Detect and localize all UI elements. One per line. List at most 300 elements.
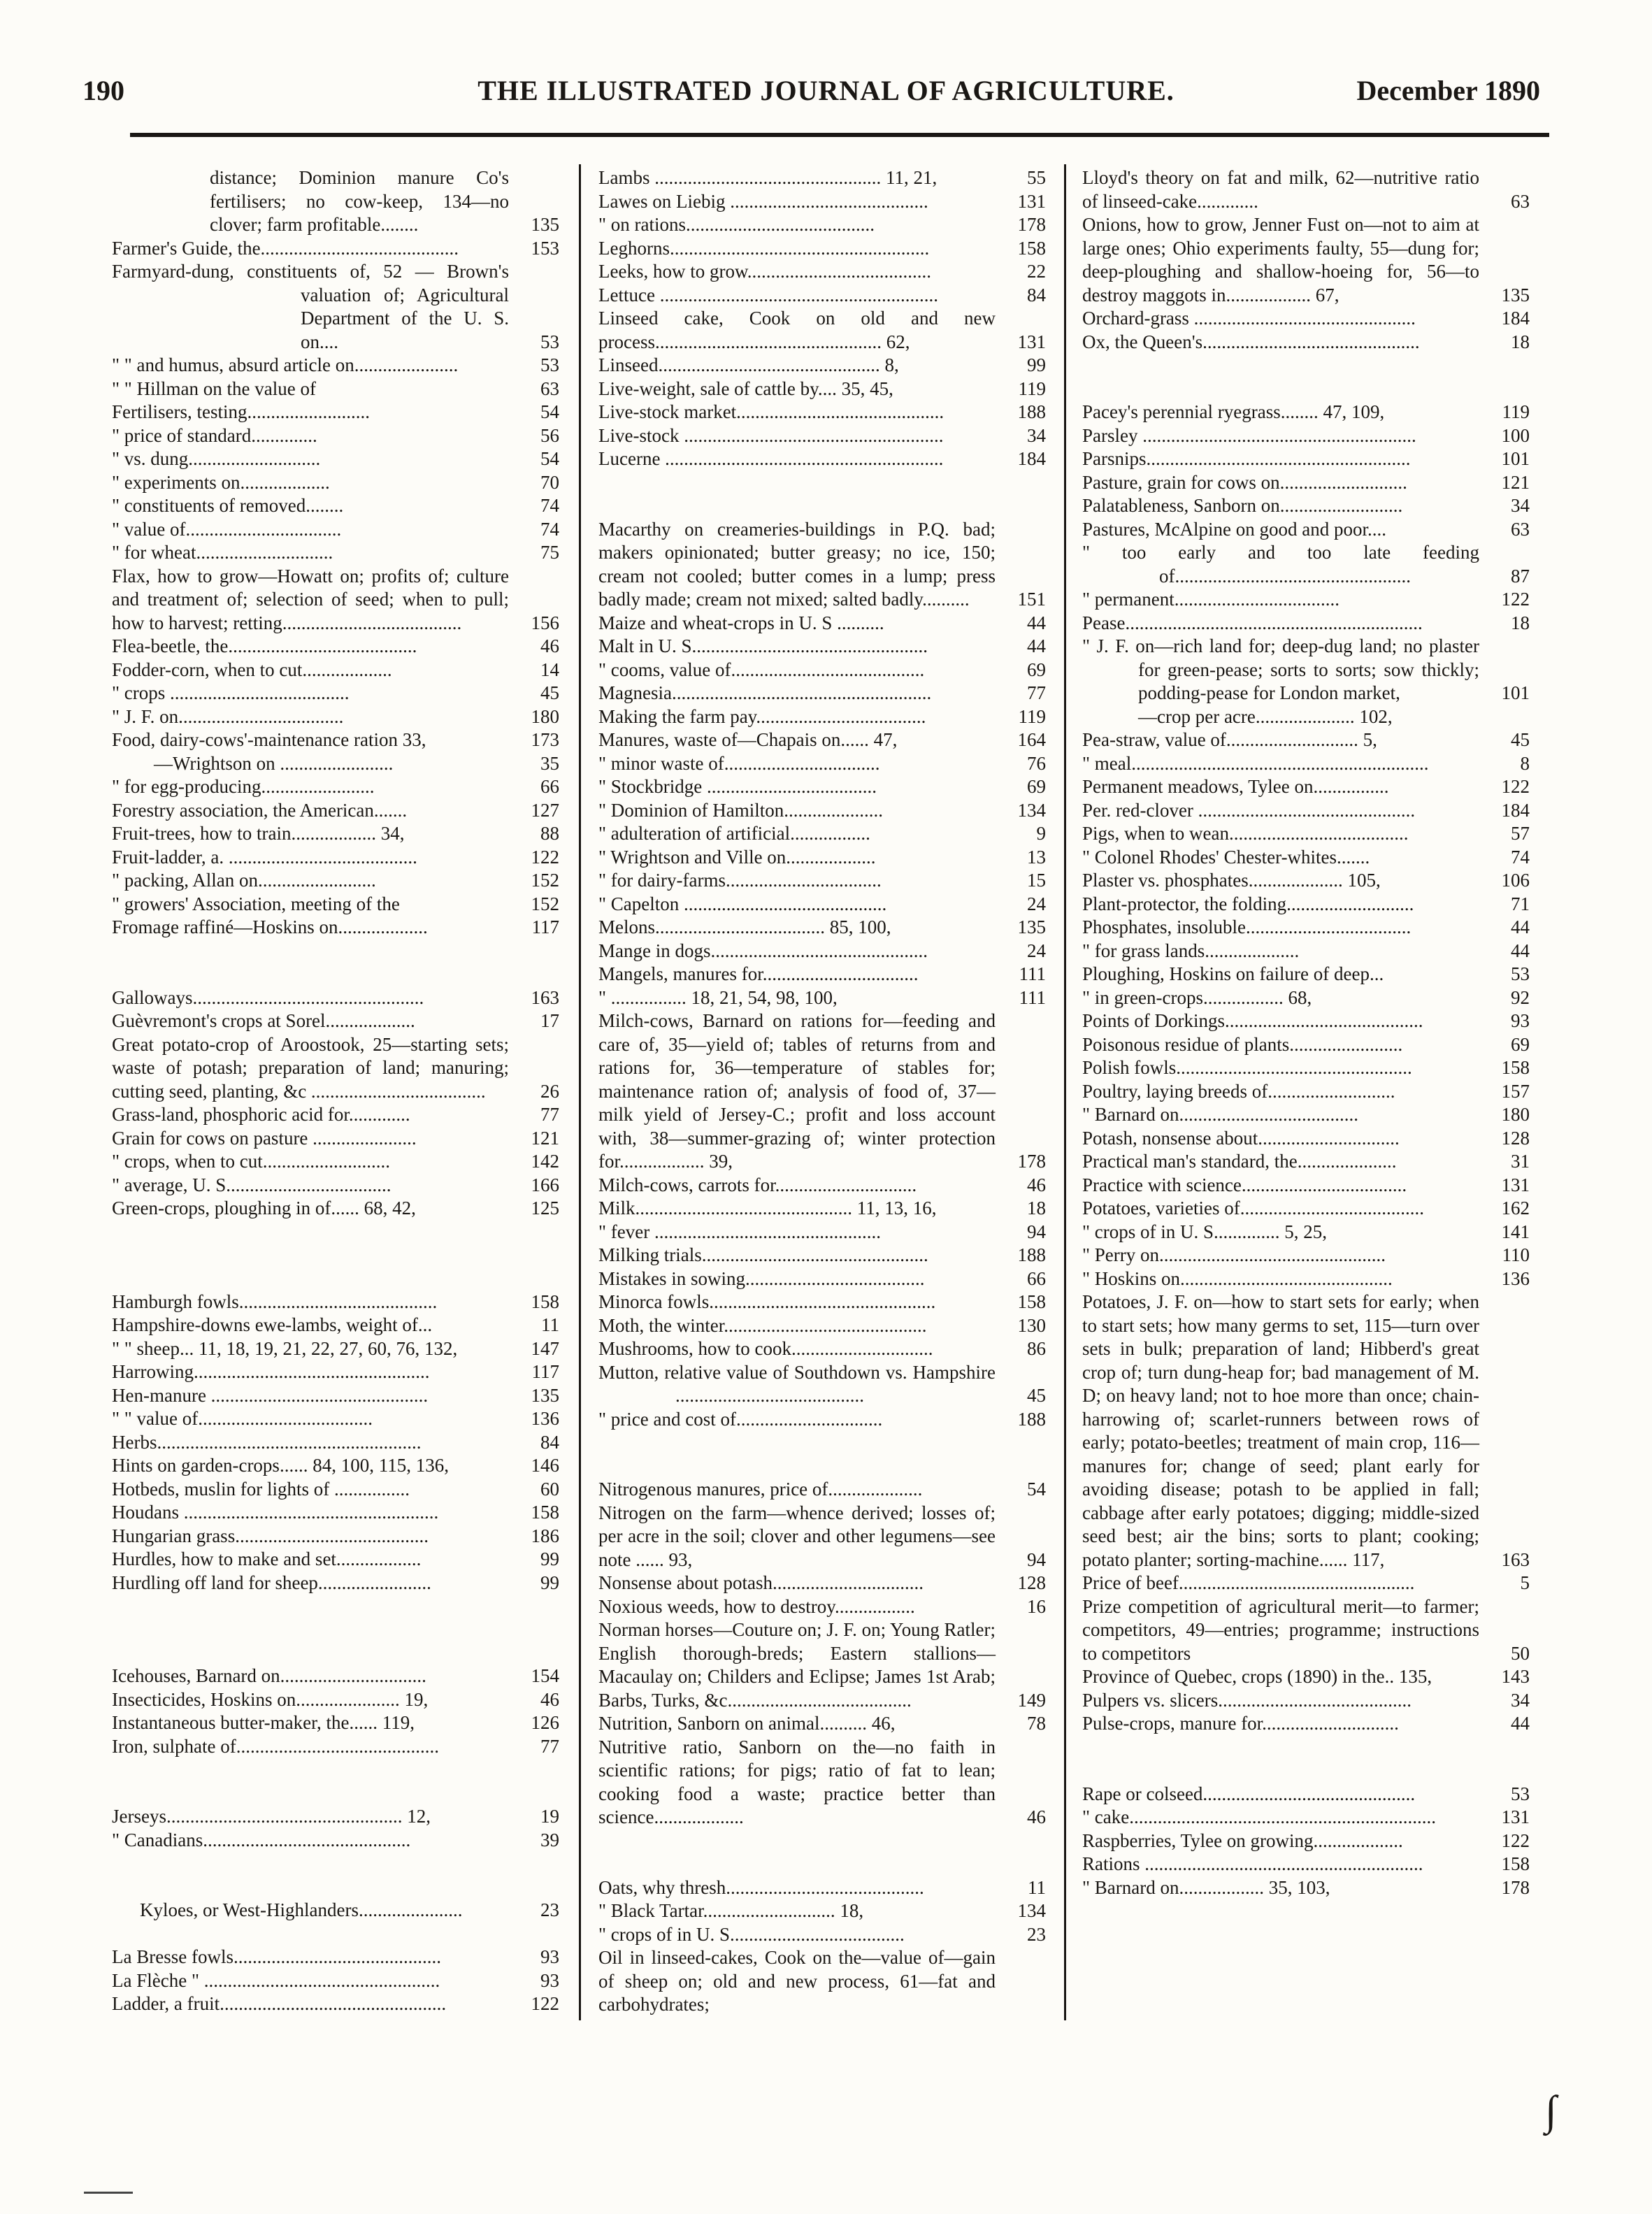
- index-entry-page: 53: [540, 331, 559, 352]
- index-entry: [598, 635, 1046, 659]
- index-entry-text: " minor waste of.................................: [598, 752, 880, 774]
- index-entry-page: 106: [1501, 870, 1530, 891]
- index-entry: [112, 166, 559, 237]
- index-entry-page: 44: [1511, 916, 1530, 937]
- index-entry-page: 45: [540, 682, 559, 703]
- index-entry: [112, 471, 559, 495]
- index-entry-page: 188: [1017, 1408, 1046, 1430]
- index-entry: [598, 822, 1046, 846]
- index-entry: [1082, 1244, 1530, 1267]
- index-entry: [598, 401, 1046, 424]
- index-entry-text: Phosphates, insoluble...................................: [1082, 916, 1412, 937]
- index-entry: [598, 1009, 1046, 1174]
- index-entry-page: 164: [1017, 729, 1046, 750]
- index-entry-page: 156: [531, 612, 559, 633]
- index-entry-text: Making the farm pay....................................: [598, 705, 926, 727]
- index-entry: [112, 635, 559, 659]
- index-entry: [112, 1431, 559, 1455]
- index-entry-text: " permanent...................................: [1082, 589, 1339, 610]
- index-entry-page: 55: [1027, 167, 1046, 188]
- index-entry: [598, 869, 1046, 893]
- index-entry-text: Nitrogen on the farm—whence derived; losses of; per acre in the soil; clover and other legumens—see note ...... 93,: [598, 1502, 996, 1570]
- section-gap: [112, 940, 559, 986]
- index-entry-text: Pulse-crops, manure for.............................: [1082, 1713, 1399, 1734]
- index-entry-text: " J. F. on...................................: [112, 705, 344, 727]
- index-entry-page: 178: [1501, 1876, 1530, 1898]
- index-entry: [112, 752, 559, 776]
- index-entry: [112, 1805, 559, 1829]
- index-entry-text: Grain for cows on pasture ......................: [112, 1127, 417, 1149]
- index-entry-page: 11: [541, 1314, 559, 1335]
- index-entry: [598, 237, 1046, 261]
- index-entry-page: 136: [531, 1408, 559, 1429]
- index-entry-text: Orchard-grass ...............................................: [1082, 308, 1416, 329]
- index-entry-page: 158: [1017, 237, 1046, 259]
- index-entry-page: 126: [531, 1712, 559, 1733]
- index-entry: [112, 1033, 559, 1104]
- index-entry-page: 151: [1017, 589, 1046, 610]
- index-entry: [112, 1829, 559, 1853]
- index-entry-page: 86: [1027, 1338, 1046, 1359]
- index-entry-text: Ladder, a fruit................................................: [112, 1993, 447, 2014]
- index-entry-text: Pacey's perennial ryegrass........ 47, 109,: [1082, 401, 1385, 422]
- index-entry-text: Milking trials................................................: [598, 1244, 928, 1265]
- signature-mark: ∫: [1545, 2087, 1557, 2134]
- index-entry-page: 117: [531, 916, 559, 937]
- index-entry-page: 34: [1027, 424, 1046, 446]
- index-entry-page: 131: [1501, 1174, 1530, 1195]
- index-entry: [598, 424, 1046, 448]
- index-entry-text: Pea-straw, value of............................ 5,: [1082, 729, 1377, 750]
- index-entry-page: 31: [1511, 1151, 1530, 1172]
- index-entry-text: Moth, the winter...........................................: [598, 1314, 927, 1336]
- index-entry: [112, 1454, 559, 1478]
- index-entry: [1082, 424, 1530, 448]
- index-entry-text: " value of.................................: [112, 518, 342, 540]
- index-entry: [112, 447, 559, 471]
- index-entry-page: 152: [531, 870, 559, 891]
- index-entry: [112, 237, 559, 261]
- index-entry: [1082, 612, 1530, 635]
- index-entry-text: Oil in linseed-cakes, Cook on the—value of—gain of sheep on; old and new process, 61—fat and carbohydrates;: [598, 1947, 996, 2015]
- section-gap: [1082, 1736, 1530, 1783]
- index-entry: [112, 424, 559, 448]
- index-entry-page: 188: [1017, 401, 1046, 422]
- index-entry-page: 154: [531, 1665, 559, 1686]
- index-entry-text: Points of Dorkings..........................................: [1082, 1010, 1423, 1031]
- index-entry: [1082, 728, 1530, 752]
- index-entry-text: Live-stock .......................................................: [598, 424, 944, 446]
- index-entry-text: " for grass lands....................: [1082, 940, 1300, 961]
- index-entry-text: " " Hillman on the value of: [112, 378, 316, 399]
- index-entry-page: 119: [1018, 378, 1046, 399]
- index-entry-page: 54: [540, 448, 559, 469]
- index-entry-page: 60: [540, 1478, 559, 1500]
- index-entry-page: 18: [1511, 331, 1530, 352]
- index-entry-text: Parsley ..........................................................: [1082, 424, 1416, 446]
- index-entry: [1082, 1103, 1530, 1127]
- index-entry-page: 23: [1027, 1923, 1046, 1945]
- index-entry-page: 69: [1027, 659, 1046, 680]
- index-entry-page: 93: [1511, 1010, 1530, 1031]
- index-entry: [1082, 447, 1530, 471]
- index-entry-text: Prize competition of agricultural merit—to farmer; competitors, 49—entries; programme; instructions to competitors: [1082, 1595, 1479, 1664]
- index-entry: [598, 1712, 1046, 1736]
- index-entry: [112, 541, 559, 565]
- index-entry-text: Hurdles, how to make and set..................: [112, 1548, 422, 1569]
- index-entry: [598, 1267, 1046, 1291]
- index-entry-page: 94: [1027, 1221, 1046, 1242]
- index-entry-page: 66: [1027, 1267, 1046, 1289]
- index-entry-page: 9: [1036, 823, 1046, 844]
- index-entry: [112, 728, 559, 752]
- index-entry-page: 5: [1520, 1572, 1530, 1593]
- index-entry: [1082, 1665, 1530, 1689]
- index-entry-text: " in green-crops................. 68,: [1082, 986, 1312, 1008]
- index-entry-text: " Black Tartar............................ 18,: [598, 1900, 864, 1921]
- index-entry-text: Permanent meadows, Tylee on................: [1082, 776, 1389, 797]
- index-entry: [112, 1314, 559, 1337]
- index-entry-page: 158: [1017, 1291, 1046, 1312]
- index-entry-page: 54: [540, 401, 559, 422]
- index-entry-page: 44: [1511, 940, 1530, 961]
- index-entry-page: 94: [1027, 1548, 1046, 1570]
- index-entry: [598, 986, 1046, 1010]
- index-entry-text: Grass-land, phosphoric acid for.............: [112, 1104, 410, 1125]
- index-entry-text: Potatoes, J. F. on—how to start sets for early; when to start sets; how many germs to set, 115—turn over sets in bulk; preparation of land; Hibberd's great crop of; turn dung-heap for; bad management of M. D; on heavy land; not to hoe more than once; chain-harrowing of; scarlet-runners between rows of early; potato-beetles; treatment of main crop, 116—manures for; change of seed; plant early for avoiding disease; potash to be applied in fall; cabbage after early potatoes; digging; middle-sized seed best; air the bins; sorts to plant; cooking; potato planter; sorting-machine...... 117,: [1082, 1291, 1479, 1570]
- index-entry: [1082, 752, 1530, 776]
- index-entry-page: 93: [540, 1969, 559, 1991]
- index-entry: [598, 1337, 1046, 1361]
- index-entry: [1082, 916, 1530, 940]
- index-entry: [112, 1150, 559, 1174]
- index-entry-text: " growers' Association, meeting of the: [112, 893, 400, 914]
- index-entry-text: Pigs, when to wean......................................: [1082, 823, 1409, 844]
- index-entry-page: 24: [1027, 893, 1046, 914]
- index-entry: [598, 1361, 1046, 1408]
- index-entry-text: " cooms, value of.........................................: [598, 659, 925, 680]
- index-entry-text: Jerseys.................................................. 12,: [112, 1806, 431, 1827]
- index-entry: [1082, 869, 1530, 893]
- index-entry-page: 122: [531, 1993, 559, 2014]
- index-entry: [598, 705, 1046, 729]
- index-entry-text: Hungarian grass.........................................: [112, 1525, 429, 1546]
- index-entry-page: 46: [540, 1688, 559, 1710]
- index-entry: [112, 846, 559, 870]
- index-entry: [598, 354, 1046, 378]
- index-entry-text: " on rations........................................: [598, 214, 875, 235]
- index-entry-text: Milk.............................................. 11, 13, 16,: [598, 1198, 937, 1219]
- index-entry-page: 180: [531, 705, 559, 727]
- index-entry: [1082, 1830, 1530, 1853]
- index-entry-page: 35: [540, 752, 559, 774]
- index-entry-page: 8: [1520, 752, 1530, 774]
- index-entry: [1082, 1080, 1530, 1104]
- index-entry-page: 93: [540, 1946, 559, 1967]
- index-entry: [1082, 705, 1530, 729]
- section-gap: [112, 1221, 559, 1291]
- index-entry-text: " adulteration of artificial.................: [598, 823, 870, 844]
- index-entry-text: " J. F. on—rich land for; deep-dug land; no plaster for green-pease; sorts to sorts; sow thickly; podding-pease for London market,: [1082, 635, 1479, 703]
- index-entry-page: 66: [540, 776, 559, 797]
- index-entry-page: 87: [1511, 565, 1530, 587]
- index-entry-text: Macarthy on creameries-buildings in P.Q. bad; makers opinionated; butter greasy; no ice, 150; cream not cooled; butter comes in a lump; press badly made; cream not mixed; salted badly..........: [598, 518, 996, 610]
- index-entry: [598, 284, 1046, 308]
- index-entry: [1082, 799, 1530, 823]
- index-entry: [112, 1103, 559, 1127]
- index-entry-text: Parsnips........................................................: [1082, 448, 1411, 469]
- index-entry-page: 74: [540, 495, 559, 516]
- section-gap: [112, 1922, 559, 1946]
- index-entry: [598, 1572, 1046, 1595]
- index-entry-page: 44: [1511, 1713, 1530, 1734]
- index-entry-text: distance; Dominion manure Co's fertilisers; no cow-keep, 134—no clover; farm profitable........: [210, 167, 509, 235]
- index-entry-text: Province of Quebec, crops (1890) in the.. 135,: [1082, 1666, 1432, 1687]
- index-entry-page: 184: [1017, 448, 1046, 469]
- index-entry: [112, 1009, 559, 1033]
- index-entry: [112, 354, 559, 378]
- index-entry-page: 128: [1501, 1127, 1530, 1149]
- index-entry-page: 122: [1501, 776, 1530, 797]
- index-entry-page: 122: [1501, 1830, 1530, 1851]
- index-entry: [598, 916, 1046, 940]
- index-entry-page: 44: [1027, 612, 1046, 633]
- index-entry-page: 77: [1027, 682, 1046, 703]
- index-entry-text: Plant-protector, the folding...........................: [1082, 893, 1414, 914]
- index-entry: [112, 1946, 559, 1969]
- index-entry-text: —Wrightson on ........................: [154, 752, 394, 774]
- index-entry-page: 121: [1501, 471, 1530, 493]
- index-entry: [1082, 1009, 1530, 1033]
- index-entry-page: 119: [1502, 401, 1530, 422]
- index-entry-text: Leghorns.......................................................: [598, 237, 930, 259]
- index-entry-page: 131: [1017, 331, 1046, 352]
- index-entry: [1082, 401, 1530, 424]
- index-entry: [598, 1314, 1046, 1338]
- index-entry-text: Icehouses, Barnard on...............................: [112, 1665, 426, 1686]
- index-entry-text: Rations ...........................................................: [1082, 1853, 1423, 1874]
- column-divider-1: [579, 164, 581, 2020]
- index-entry: [1082, 1174, 1530, 1198]
- index-column-3: [1082, 166, 1530, 1899]
- index-entry: [598, 1618, 1046, 1712]
- index-entry: [112, 916, 559, 940]
- index-entry-page: 166: [531, 1174, 559, 1195]
- index-entry-text: Linseed cake, Cook on old and new process................................................ 62,: [598, 308, 996, 352]
- index-entry-text: " crops of in U. S.............. 5, 25,: [1082, 1221, 1328, 1242]
- index-entry-text: " Dominion of Hamilton.....................: [598, 799, 884, 821]
- index-entry: [112, 1291, 559, 1314]
- index-entry-text: Leeks, how to grow.......................................: [598, 261, 931, 282]
- index-entry: [112, 1127, 559, 1151]
- index-entry-text: Milch-cows, carrots for..............................: [598, 1174, 917, 1195]
- index-entry-text: " Canadians............................................: [112, 1829, 411, 1850]
- index-entry-text: Harrowing..................................................: [112, 1361, 430, 1382]
- index-entry-page: 34: [1511, 495, 1530, 516]
- index-entry: [112, 1899, 559, 1922]
- index-entry: [598, 1478, 1046, 1502]
- page-header: [0, 74, 1652, 116]
- index-entry: [598, 260, 1046, 284]
- index-entry-text: Raspberries, Tylee on growing...................: [1082, 1830, 1403, 1851]
- index-entry-page: 125: [531, 1198, 559, 1219]
- index-entry-page: 99: [540, 1548, 559, 1569]
- index-entry-text: Oats, why thresh..........................................: [598, 1876, 924, 1898]
- index-entry-page: 100: [1501, 424, 1530, 446]
- index-entry: [1082, 1572, 1530, 1595]
- section-gap: [1082, 354, 1530, 401]
- index-entry-page: 101: [1501, 448, 1530, 469]
- index-entry-text: Nutrition, Sanborn on animal.......... 46,: [598, 1713, 896, 1734]
- index-entry: [598, 775, 1046, 799]
- index-entry: [112, 799, 559, 823]
- index-entry-text: Kyloes, or West-Highlanders......................: [140, 1899, 463, 1920]
- index-entry-text: Food, dairy-cows'-maintenance ration 33,: [112, 729, 426, 750]
- index-entry-page: 84: [540, 1431, 559, 1453]
- index-entry-page: 186: [531, 1525, 559, 1546]
- index-entry: [1082, 166, 1530, 213]
- index-entry-page: 56: [540, 424, 559, 446]
- index-entry: [598, 728, 1046, 752]
- index-entry-text: Iron, sulphate of...........................................: [112, 1735, 439, 1757]
- index-entry: [112, 1407, 559, 1431]
- index-entry-text: Mushrooms, how to cook..............................: [598, 1338, 933, 1359]
- index-entry: [598, 1595, 1046, 1619]
- index-entry: [598, 963, 1046, 986]
- index-entry: [112, 775, 559, 799]
- section-gap: [598, 1830, 1046, 1876]
- index-entry-page: 78: [1027, 1713, 1046, 1734]
- index-entry: [1082, 1267, 1530, 1291]
- index-entry-text: Fromage raffiné—Hoskins on...................: [112, 916, 428, 937]
- index-entry-text: Potash, nonsense about..............................: [1082, 1127, 1400, 1149]
- index-entry-page: 88: [540, 823, 559, 844]
- index-entry-page: 57: [1511, 823, 1530, 844]
- index-entry: [598, 1408, 1046, 1432]
- index-entry: [1082, 893, 1530, 916]
- index-entry: [1082, 963, 1530, 986]
- index-entry-page: 158: [531, 1291, 559, 1312]
- index-entry-text: Lambs ................................................ 11, 21,: [598, 167, 938, 188]
- index-entry-page: 39: [540, 1829, 559, 1850]
- index-entry-text: Hurdling off land for sheep........................: [112, 1572, 431, 1593]
- index-entry: [112, 1969, 559, 1993]
- index-entry-text: Fertilisers, testing..........................: [112, 401, 370, 422]
- footer-rule: [84, 2192, 133, 2194]
- index-entry: [598, 659, 1046, 682]
- index-entry-text: La Flèche " ..................................................: [112, 1969, 440, 1991]
- index-entry-text: Lucerne ...........................................................: [598, 448, 944, 469]
- index-entry: [598, 1174, 1046, 1198]
- index-entry-text: Hotbeds, muslin for lights of ................: [112, 1478, 410, 1500]
- index-entry: [1082, 822, 1530, 846]
- index-entry: [112, 1665, 559, 1688]
- index-entry-page: 134: [1017, 799, 1046, 821]
- index-entry: [112, 893, 559, 916]
- index-entry-text: " crops, when to cut...........................: [112, 1151, 390, 1172]
- index-entry-page: 15: [1027, 870, 1046, 891]
- index-entry: [598, 518, 1046, 612]
- index-entry: [1082, 518, 1530, 542]
- index-entry: [1082, 1150, 1530, 1174]
- index-entry-text: " meal...............................................................: [1082, 752, 1429, 774]
- index-entry-text: Practice with science...................................: [1082, 1174, 1407, 1195]
- index-entry-page: 23: [540, 1899, 559, 1920]
- index-entry-page: 162: [1501, 1198, 1530, 1219]
- index-entry-text: Green-crops, ploughing in of...... 68, 42,: [112, 1198, 416, 1219]
- index-entry-page: 122: [1501, 589, 1530, 610]
- index-entry-page: 119: [1018, 705, 1046, 727]
- index-entry-page: 135: [1017, 916, 1046, 937]
- index-entry-page: 53: [1511, 963, 1530, 984]
- index-entry: [598, 1923, 1046, 1947]
- index-entry-text: Hints on garden-crops...... 84, 100, 115, 136,: [112, 1455, 449, 1476]
- index-entry-page: 163: [531, 986, 559, 1008]
- index-entry-page: 63: [540, 378, 559, 399]
- index-entry-page: 135: [531, 1384, 559, 1406]
- index-entry-text: " price of standard..............: [112, 424, 317, 446]
- index-entry: [598, 1946, 1046, 2017]
- index-entry-page: 54: [1027, 1479, 1046, 1500]
- index-entry: [1082, 213, 1530, 307]
- index-entry-page: 101: [1501, 682, 1530, 703]
- index-entry-page: 16: [1027, 1595, 1046, 1617]
- index-entry-text: Hampshire-downs ewe-lambs, weight of...: [112, 1314, 433, 1335]
- index-entry: [598, 846, 1046, 870]
- index-entry-text: " Wrightson and Ville on...................: [598, 846, 876, 868]
- index-entry-page: 77: [540, 1104, 559, 1125]
- index-entry-text: " average, U. S...................................: [112, 1174, 392, 1195]
- index-entry-page: 131: [1017, 190, 1046, 212]
- index-entry: [598, 166, 1046, 190]
- index-entry-text: Ploughing, Hoskins on failure of deep...: [1082, 963, 1384, 984]
- index-entry-text: Pasture, grain for cows on...........................: [1082, 471, 1407, 493]
- index-entry-text: Linseed............................................... 8,: [598, 354, 899, 375]
- index-entry: [112, 1992, 559, 2016]
- index-entry-text: Nitrogenous manures, price of....................: [598, 1479, 923, 1500]
- index-entry: [1082, 1056, 1530, 1080]
- index-entry-text: Lawes on Liebig ..........................................: [598, 190, 928, 212]
- section-gap: [112, 1595, 559, 1665]
- index-entry-text: " crops ......................................: [112, 682, 350, 703]
- index-column-1: [112, 166, 559, 2016]
- index-entry-text: —crop per acre..................... 102,: [1138, 705, 1393, 727]
- index-entry-text: " too early and too late feeding of..................................................: [1082, 542, 1479, 587]
- index-entry: [1082, 635, 1530, 705]
- index-entry-text: Farmyard-dung, constituents of, 52 — Brown's valuation of; Agricultural Department of the U. S. on....: [112, 261, 509, 352]
- index-entry-page: 111: [1019, 986, 1046, 1008]
- index-entry: [112, 1384, 559, 1408]
- index-entry-text: " crops of in U. S.....................................: [598, 1923, 905, 1945]
- index-entry: [112, 260, 559, 354]
- index-entry-page: 71: [1511, 893, 1530, 914]
- index-entry-page: 134: [1017, 1900, 1046, 1921]
- index-entry-text: Insecticides, Hoskins on...................... 19,: [112, 1688, 429, 1710]
- index-entry-page: 173: [531, 729, 559, 750]
- index-entry-page: 69: [1511, 1033, 1530, 1055]
- index-entry-text: La Bresse fowls............................................: [112, 1946, 441, 1967]
- index-entry-page: 111: [1019, 963, 1046, 984]
- index-entry-page: 146: [531, 1455, 559, 1476]
- index-entry-text: " ................ 18, 21, 54, 98, 100,: [598, 986, 838, 1008]
- index-entry: [112, 1337, 559, 1361]
- index-entry: [598, 1244, 1046, 1267]
- index-entry-page: 178: [1017, 214, 1046, 235]
- index-entry-text: Maize and wheat-crops in U. S ..........: [598, 612, 884, 633]
- index-entry-text: Poultry, laying breeds of...........................: [1082, 1080, 1395, 1102]
- index-entry-text: " constituents of removed........: [112, 495, 344, 516]
- index-entry-text: " for dairy-farms.................................: [598, 870, 882, 891]
